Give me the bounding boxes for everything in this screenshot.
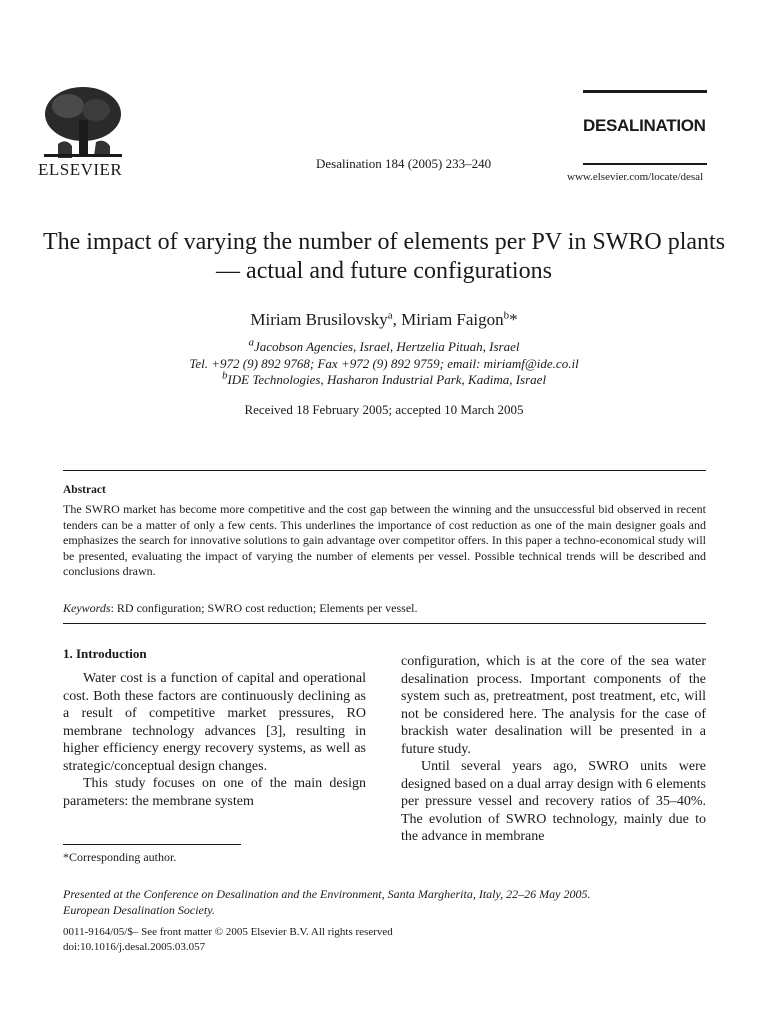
author-list	[0, 310, 768, 330]
conference-line: Presented at the Conference on Desalination and the Environment, Santa Margherita, Italy, 22–26 May 2005.	[63, 887, 591, 901]
affiliation-text: Jacobson Agencies, Israel, Hertzelia Pituah, Israel	[254, 339, 520, 354]
doi-line[interactable]: doi:10.1016/j.desal.2005.03.057	[63, 941, 206, 953]
affiliation-a	[0, 336, 768, 355]
paragraph: configuration, which is at the core of the sea water desalination process. Important components of the system such as, pretreatment, post treatment, etc, will not be considered here. The analysis for the case of brackish water desalination will be presented in a future study.	[401, 654, 706, 757]
affiliation-marker: b	[221, 369, 228, 382]
footnote-rule	[63, 844, 241, 845]
author-separator: ,	[392, 310, 402, 329]
abstract-body: The SWRO market has become more competitive and the cost gap between the winning and the unsuccessful bid observed in recent tenders can be a matter of only a few cents. This underlines the importance of cost reduction as one of the main designer goals and emphasizes the search for innovative solutions to gain advantage over competitor offers. In this paper a techno-economical study will be presented, evaluating the impact of varying the number of elements per vessel. Possible technical trends will be described and conclusions drawn.	[63, 502, 706, 578]
abstract-top-rule	[63, 470, 706, 471]
corresponding-mark: *	[509, 310, 518, 329]
received-dates: Received 18 February 2005; accepted 10 March 2005	[244, 402, 524, 417]
affiliation-marker: a	[248, 336, 254, 349]
journal-rule-top	[583, 90, 707, 93]
copyright-block	[63, 925, 393, 955]
affiliation-text: IDE Technologies, Hasharon Industrial Park, Kadima, Israel	[227, 372, 547, 387]
footnote: *Corresponding author.	[63, 850, 177, 864]
contact-details: Tel. +972 (9) 892 9768; Fax +972 (9) 892 9759; email: miriamf@ide.co.il	[189, 356, 579, 371]
journal-rule-bottom	[583, 163, 707, 165]
affiliation-marker: a	[387, 309, 393, 322]
author-name: Miriam Faigon	[401, 310, 504, 329]
keywords	[63, 601, 418, 616]
journal-name: DESALINATION	[583, 116, 706, 135]
keywords-label: Keywords	[63, 601, 111, 615]
keywords-list: : RD configuration; SWRO cost reduction; Elements per vessel.	[110, 601, 418, 615]
affiliation-b	[0, 369, 768, 388]
paragraph: This study focuses on one of the main design parameters: the membrane system	[63, 776, 366, 809]
abstract-bottom-rule	[63, 623, 706, 624]
journal-citation: Desalination 184 (2005) 233–240	[316, 156, 492, 171]
issn-line: 0011-9164/05/$– See front matter © 2005 Elsevier B.V. All rights reserved	[63, 926, 393, 938]
paragraph: Water cost is a function of capital and operational cost. Both these factors are continuously declining as a result of competitive market pressures, RO membrane technology advances [3], resulting in higher efficiency energy recovery systems, as well as strategic/conceptual design changes.	[63, 671, 366, 774]
affiliation-marker: b	[503, 309, 510, 322]
conference-line: European Desalination Society.	[63, 903, 215, 917]
publisher-name: ELSEVIER	[38, 160, 123, 179]
paper-title: The impact of varying the number of elements per PV in SWRO plants — actual and future configurations	[42, 229, 726, 284]
left-column	[63, 670, 366, 810]
right-column	[401, 653, 706, 846]
conference-note	[63, 886, 590, 918]
author-name: Miriam Brusilovsky	[250, 310, 388, 329]
paragraph: Until several years ago, SWRO units were designed based on a dual array design with 6 elements per pressure vessel and recovery ratios of 35–40%. The evolution of SWRO technology, mainly due to the advance in membrane	[401, 759, 706, 844]
journal-url[interactable]: www.elsevier.com/locate/desal	[567, 171, 704, 183]
section-heading: 1. Introduction	[63, 646, 147, 661]
abstract-heading: Abstract	[63, 484, 106, 496]
